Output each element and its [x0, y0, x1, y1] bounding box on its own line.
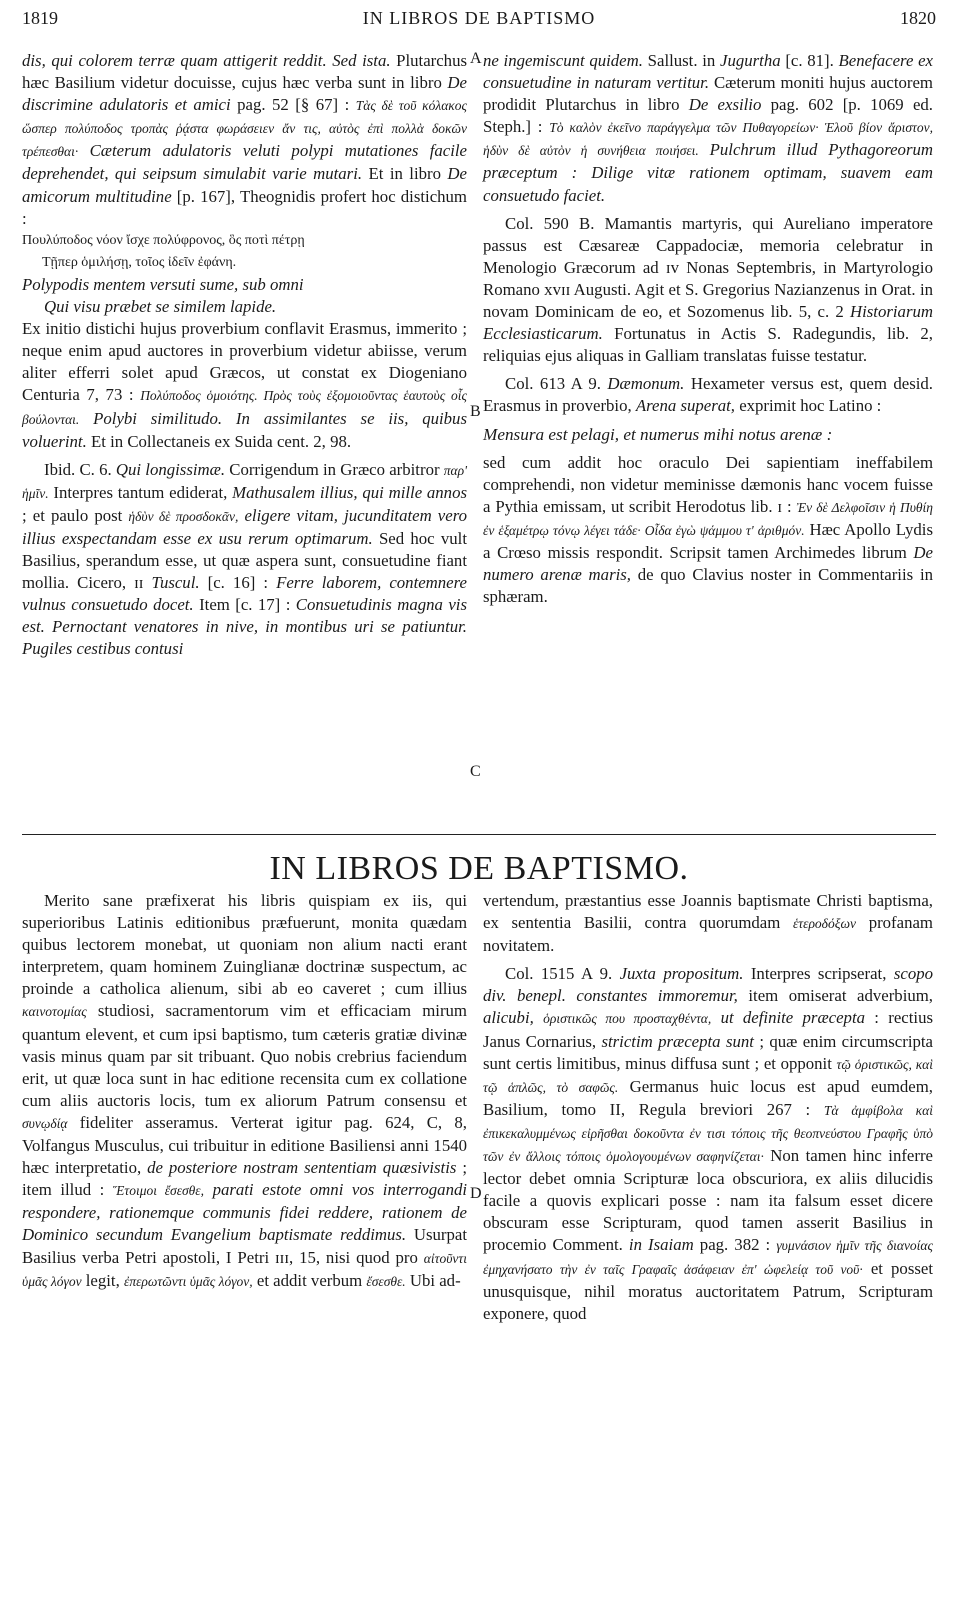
paragraph: Merito sane præfixerat his libris quispiam ex iis, qui superioribus Latinis editionibus præfuerunt, monita quædam quibus lectorem monebat, ut quoniam non alium nacti erant interpretem, quam hominem Zuinglianæ doctrinæ suspectum, ac proinde a catholica alienum, sibi ab eo caveret ; cum illius καινοτομίας studiosi, sacramentorum vim et efficaciam mirum quantum elevent, et cum ipsi baptismo, tum cæteris gratiæ divinæ vasis minus quam par sit tribuant. Quo nobis crebrius faciendum erit, ut quæ loca sunt in hac editione recensita cum ex collatione cum aliis auctoris locis, tum ex aliorum Patrum consensu et συνῳδίᾳ fideliter asseramus. Verterat igitur pag. 624, C, 8, Volfangus Musculus, cui tribuitur in editione Basiliensi anni 1540 hæc interpretatio, de posteriore nostram sententiam quæsivistis ; item illud : Ἕτοιμοι ἔσεσθε, parati estote omni vos interrogandi respondere, rationemque communis fidei reddere, rationem de Dominico secundum Evangelium baptismate reddimus. Usurpat Basilius verba Petri apostoli, I Petri ɪɪɪ, 15, nisi quod pro αἰτοῦντι ὑμᾶς λόγον legit, ἐπερωτῶντι ὑμᾶς λόγον, et addit verbum ἔσεσθε. Ubi ad- — [22, 891, 468, 1290]
left-column-bottom — [22, 890, 467, 1293]
paragraph: vertendum, præstantius esse Joannis baptismate Christi baptisma, ex sententia Basilii, contra quorumdam ἑτεροδόξων profanam novitatem. — [483, 891, 933, 956]
paragraph: Mensura est pelagi, et numerus mihi notus arenæ : — [483, 424, 833, 444]
running-title: IN LIBROS DE BAPTISMO — [362, 8, 596, 28]
margin-letter-a: A — [470, 50, 482, 67]
paragraph: Ibid. C. 6. Qui longissimæ. Corrigendum in Græco arbitror παρ' ἡμῖν. Interpres tantum ediderat, Mathusalem illius, qui mille annos ; et paulo post ἡδὺν δὲ προσδοκᾶν, eligere vitam, jucunditatem vero illius exspectandam esse ex usu rerum optimarum. Sed hoc vult Basilius, sperandum esse, ut quæ aspera sunt, consuetudine fiant mollia. Cicero, ɪɪ Tuscul. [c. 16] : Ferre laborem, contemnere vulnus consuetudo docet. Item [c. 17] : Consuetudinis magna vis est. Pernoctant venatores in nive, in montibus uri se patiuntur. Pugiles cestibus contusi — [22, 459, 468, 659]
left-page-number: 1819 — [22, 8, 58, 28]
paragraph: sed cum addit hoc oraculo Dei sapientiam ineffabilem comprehendi, non videtur meminisse dæmonis hanc vocem fuisse a Pythia emissam, ut scribit Herodotus lib. ɪ : Ἐν δὲ Δελφοῖσιν ἡ Πυθίη ἐν ἑξαμέτρῳ τόνῳ λέγει τάδε· Οἶδα ἐγὼ ψάμμου τ' ἀριθμόν. Hæc Apollo Lydis a Crœso missis respondit. Scripsit tamen Archimedes librum De numero arenæ maris, de quo Clavius noster in Commentariis in sphæram. — [483, 452, 934, 607]
right-column-top — [483, 50, 933, 608]
paragraph: Col. 590 B. Mamantis martyris, qui Aureliano imperatore passus est Cæsareæ Cappadociæ, memoria celebratur in Menologio Græcorum ad ɪᴠ Nonas Septembris, in Martyrologio Romano xᴠɪɪ Augusti. Agit et S. Gregorius Nazianzenus in Orat. in novam Dominicam de eo, et Sozomenus lib. 5, c. 2 Historiarum Ecclesiasticarum. Fortunatus in Actis S. Radegundis, lib. 2, reliquias ejus aliquas in Galliam translatas fuisse testatur. — [483, 213, 933, 366]
right-page-number: 1820 — [900, 8, 936, 28]
left-column-top — [22, 50, 467, 661]
margin-letter-d: D — [470, 1185, 482, 1202]
paragraph: Τῇπερ ὁμιλήσῃ, τοῖος ἰδεῖν ἐφάνη. — [42, 254, 237, 270]
right-column-bottom — [483, 890, 933, 1325]
paragraph: dis, qui colorem terræ quam attigerit reddit. Sed ista. Plutarchus hæc Basilium videtur docuisse, cujus hæc verba sunt in libro De discrimine adulatoris et amici pag. 52 [§ 67] : Τὰς δὲ τοῦ κόλακος ὥσπερ πολύποδος τροπὰς ῥᾴστα φωράσειεν ἄν τις, αὐτὸς ἐπὶ πολλὰ δοκῶν τρέπεσθαι· Cæterum adulatoris veluti polypi mutationes facile deprehendet, qui seipsum simulabit varie mutari. Et in libro De amicorum multitudine [p. 167], Theognidis profert hoc distichum : — [22, 51, 468, 228]
paragraph: ne ingemiscunt quidem. Sallust. in Jugurtha [c. 81]. Benefacere ex consuetudine in naturam vertitur. Cæterum moniti hujus auctorem prodidit Plutarchus in libro De exsilio pag. 602 [p. 1069 ed. Steph.] : Τὸ καλὸν ἐκεῖνο παράγγελμα τῶν Πυθαγορείων· Ἑλοῦ βίον ἄριστον, ἡδὺν δὲ αὐτὸν ἡ συνήθεια ποιήσει. Pulchrum illud Pythagoreorum præceptum : Dilige vitæ rationem optimam, suavem eam consuetudo faciet. — [483, 51, 933, 205]
section-divider — [22, 834, 936, 835]
margin-letter-b: B — [470, 403, 481, 420]
paragraph: Polypodis mentem versuti sume, sub omni — [22, 274, 304, 294]
running-header — [22, 8, 936, 34]
margin-letter-c: C — [470, 763, 481, 780]
paragraph: Πουλύποδος νόον ἴσχε πολύφρονος, ὃς ποτὶ πέτρῃ — [22, 232, 305, 248]
paragraph: Col. 613 A 9. Dæmonum. Hexameter versus est, quem desid. Erasmus in proverbio, Arena superat, exprimit hoc Latino : — [483, 374, 934, 416]
section-title: IN LIBROS DE BAPTISMO. — [269, 850, 689, 887]
paragraph: Col. 1515 A 9. Juxta propositum. Interpres scripserat, scopo div. benepl. constantes immoremur, item omiserat adverbium, alicubi, ὁριστικῶς που προσταχθέντα, ut definite præcepta : rectius Janus Cornarius, strictim præcepta sunt ; quæ enim circumscripta sunt certis limitibus, minus diffusa sunt ; et opponit τῷ ὁριστικῶς, καὶ τῷ ἁπλῶς, τὸ σαφῶς. Germanus huic locus est apud eumdem, Basilium, tomo II, Regula breviori 267 : Τὰ ἀμφίβολα καὶ ἐπικεκαλυμμένως εἰρῆσθαι δοκοῦντα ἐν τισι τόποις τῆς θεοπνεύστου Γραφῆς ὑπὸ τῶν ἐν ἄλλοις τόποις ὁμολογουμένων σαφηνίζεται· Non tamen hinc inferre lector debet omnia Scripturæ loca obscuriora, ex aliis dilucidis facile a quovis explicari posse : nam ita falsum esset dicere obscuram esse Scripturam, quod tamen asserit Basilius in procemio Comment. in Isaiam pag. 382 : γυμνάσιον ἡμῖν τῆς διανοίας ἐμηχανήσατο τὴν ἐν ταῖς Γραφαῖς ἀσάφειαν ἐπ' ὠφελείᾳ τοῦ νοῦ· et posset unusquisque, nihil moratus auctoritatem Patrum, Scripturam exponere, quod — [483, 964, 934, 1323]
paragraph: Qui visu præbet se similem lapide. — [44, 297, 277, 317]
paragraph: Ex initio distichi hujus proverbium conflavit Erasmus, immerito ; neque enim apud auctores in proverbium videtur abiisse, verum aliter efferri solet apud Græcos, ut constat ex Diogeniano Centuria 7, 73 : Πολύποδος ὁμοιότης. Πρὸς τοὺς ἐξομοιοῦντας ἑαυτοὺς οἷς βούλονται. Polybi similitudo. In assimilantes se iis, quibus voluerint. Et in Collectaneis ex Suida cent. 2, 98. — [22, 319, 467, 451]
